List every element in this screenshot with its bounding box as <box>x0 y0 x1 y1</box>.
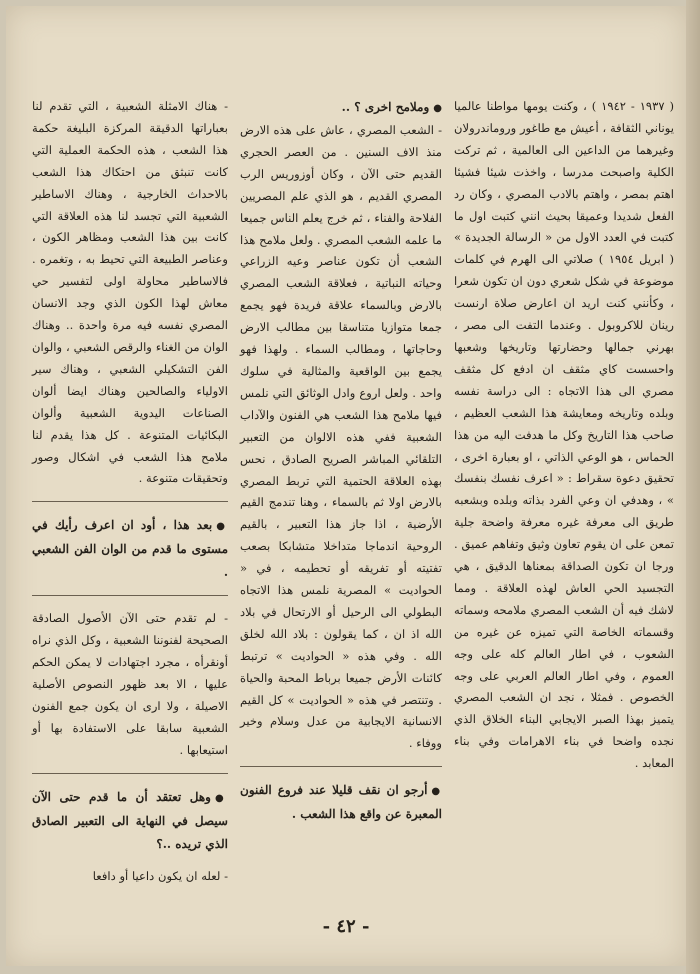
answer-true-expression: - لعله ان يكون داعيا أو دافعا <box>92 868 228 883</box>
column-left <box>32 96 228 888</box>
question-level-of-folk-art <box>32 514 228 584</box>
column-right <box>454 96 674 775</box>
bullet-icon: ● <box>433 103 442 114</box>
page-edge-shadow <box>686 0 700 974</box>
page-number: - ٤٢ - <box>322 916 370 937</box>
question-text: بعد هذا ، أود ان اعرف رأيك في مستوى ما قدم من الوان الفن الشعبي . <box>32 518 228 580</box>
question-text: وملامح اخرى ؟ .. <box>341 100 430 114</box>
section-divider <box>32 501 228 502</box>
question-text: وهل تعتقد أن ما قدم حتى الآن سيصل في النهاية الى التعبير الصادق الذي تريده ..؟ <box>32 789 228 851</box>
question-true-expression <box>32 786 228 856</box>
magazine-page <box>6 6 686 966</box>
bullet-icon: ● <box>214 792 229 804</box>
answer-level-of-folk-art: - لم تقدم حتى الآن الأصول الصادقة الصحيحة لفنوننا الشعبية ، وكل الذي نراه أونقرأه ، مجرد اجتهادات لا يمكن الحكم عليها ، الا بعد ظهور النصوص الأصلية الاصيلة ، ولا ارى ان يكون جمع الفنون الشعبية سابقا على الاستفادة بها أو استيعابها . <box>32 611 228 757</box>
answer-other-features: - الشعب المصري ، عاش على هذه الارض منذ الاف السنين . من العصر الحجري القديم حتى الآن ، وكان أوزوريس الرب المصري القديم ، هو الذي علم المصريين الفلاحة والفناء ، ثم خرج يعلم الناس جميعا ما علمه الشعب المصري . ولعل ملامح هذا الشعب أن تكون عناصر وعيه الزراعي وحياته النباتية ، فعلاقة الشعب المصري بالارض وبالسماء علاقة فريدة فهو يجمع جمعا متوازيا متناسقا بين مطالب الارض وحاجاتها ، ومطالب السماء . ولهذا فهو يجمع بين الواقعية والمثالية في سلوك واحد . ولعل اروع وادل الوثائق التي نلمس فيها ملامح هذا الشعب هي الفنون والآداب الشعبية ففي هذه الالوان من التعبير التلقائي المباشر الصريح الصادق ، نحس بهذه العلاقة الحتمية التي تربط المصري بالارض اولا ثم بالسماء ، وهنا تندمج القيم الأرضية ، اذا جاز هذا التعبير ، بالقيم الروحية اندماجا متداخلا متشابكا بصعب تفتيته أو تفريقه أو تحطيمه ، في « الحواديت » المصرية نلمس هذا الاتجاه البطولي الى الرحيل أو الارتحال في بلاد الله اذ ان ، كما يقولون : بلاد الله لخلق الله . وفي هذه « الحواديت » ترتبط كائنات الأرض جميعا برباط المحبة والحياة . وتنتصر في هذه « الحواديت » كل القيم الانسانية الايجابية من عدل وسلام وخير ووفاء . <box>240 123 442 751</box>
question-folk-arts <box>240 779 442 826</box>
section-divider <box>240 766 442 767</box>
right-column-body: ( ١٩٣٧ - ١٩٤٢ ) ، وكنت يومها مواطنا عالميا يوناني الثقافة ، أعيش مع طاغور وروماندرولان وغيرهما من الداعين الى العالمية ، ثم تركت الكلية واصبحت مدرسا ، واخذت شيئا فشيئا اهتم بمصر ، واهتم بالادب المصري ، وكان رد الفعل شديدا وعميقا بحيث انني كتبت اول ما كتبت في العدد الاول من « الرسالة الجديدة » ( ابريل ١٩٥٤ ) صلاتي الى الهرم في كلمات موضوعة في شكل شعري دون ان تكون شعرا ، وكأنني كنت اريد ان اعارض صلاة ارنست رينان للاكروبول . وعندما التفت الى مصر ، بهرني جمالها وحضارتها وتاريخها وشعبها واحسست كاي مثقف ان ادفع كل مثقف مصري الى هذا الاتجاه : الى دراسة نفسه وبلده وتاريخه ومعايشة هذا الشعب العظيم ، صاحب هذا التاريخ وكل ما هدفت اليه من هذا الحماس ، هو الوعي الذاتي ، او بعبارة اخرى ، تحقيق دعوة سقراط : « اعرف نفسك بنفسك » ، وهدفي ان وعي الفرد بذاته وبلده وبشعبه طريق الى معرفة غيره معرفة واضحة جلية تمعن على ان يقوم تعاون وثيق وتفاهم عميق . ورجا ان تكون الصداقة بمعناها الدقيق ، هي التجسيد الحي العاش لهذه العلاقة . ومما لاشك فيه أن الشعب المصري ملامحه وسماته وقسماته الخاصة التي تميزه عن غيره من الشعوب ، في اطار العالم كله على وجه العموم ، وفي اطار العالم العربي على وجه الخصوص . فمثلا ، نجد ان الشعب المصري يتميز بهذا الصبر الايجابي البناء الخلاق الذي نجده واضحا في بناء الاهرامات وفي بناء المعابد . <box>454 99 674 771</box>
question-other-features <box>240 96 442 120</box>
bullet-icon: ● <box>431 786 442 798</box>
column-middle <box>240 96 442 826</box>
section-divider <box>32 773 228 774</box>
section-divider <box>32 595 228 596</box>
question-text: أرجو ان نقف قليلا عند فروع الفنون المعبرة عن واقع هذا الشعب . <box>240 783 442 822</box>
bullet-icon: ● <box>216 521 228 533</box>
left-column-body: - هناك الامثلة الشعبية ، التي تقدم لنا بعباراتها الدقيقة المركزة البليغة حكمة هذا الشعب ، هذه الحكمة العملية التي كانت تنبثق من احتكاك هذا الشعب بالاحداث الخارجية ، وهناك الاساطير الشعبية التي تجسد لنا هذه العلاقة التي كانت بين هذا الشعب ومظاهر الكون ، وعناصر الطبيعة التي تحيط به ، وتغمره . فالاساطير محاولة اولى لتفسير حي معاش لهذا الكون الذي وجد الانسان المصري نفسه فيه مرة واحدة .. وهناك الوان من الغناء والرقص الشعبي ، والوان الفن التشكيلي الشعبي ، وهناك سير الاولياء والصالحين وهناك ايضا ألوان الصناعات اليدوية الشعبية وألوان البكائيات المتنوعة . كل هذا يقدم لنا ملامح هذا الشعب في اشكال وصور وتحقيقات متنوعة . <box>32 99 228 486</box>
